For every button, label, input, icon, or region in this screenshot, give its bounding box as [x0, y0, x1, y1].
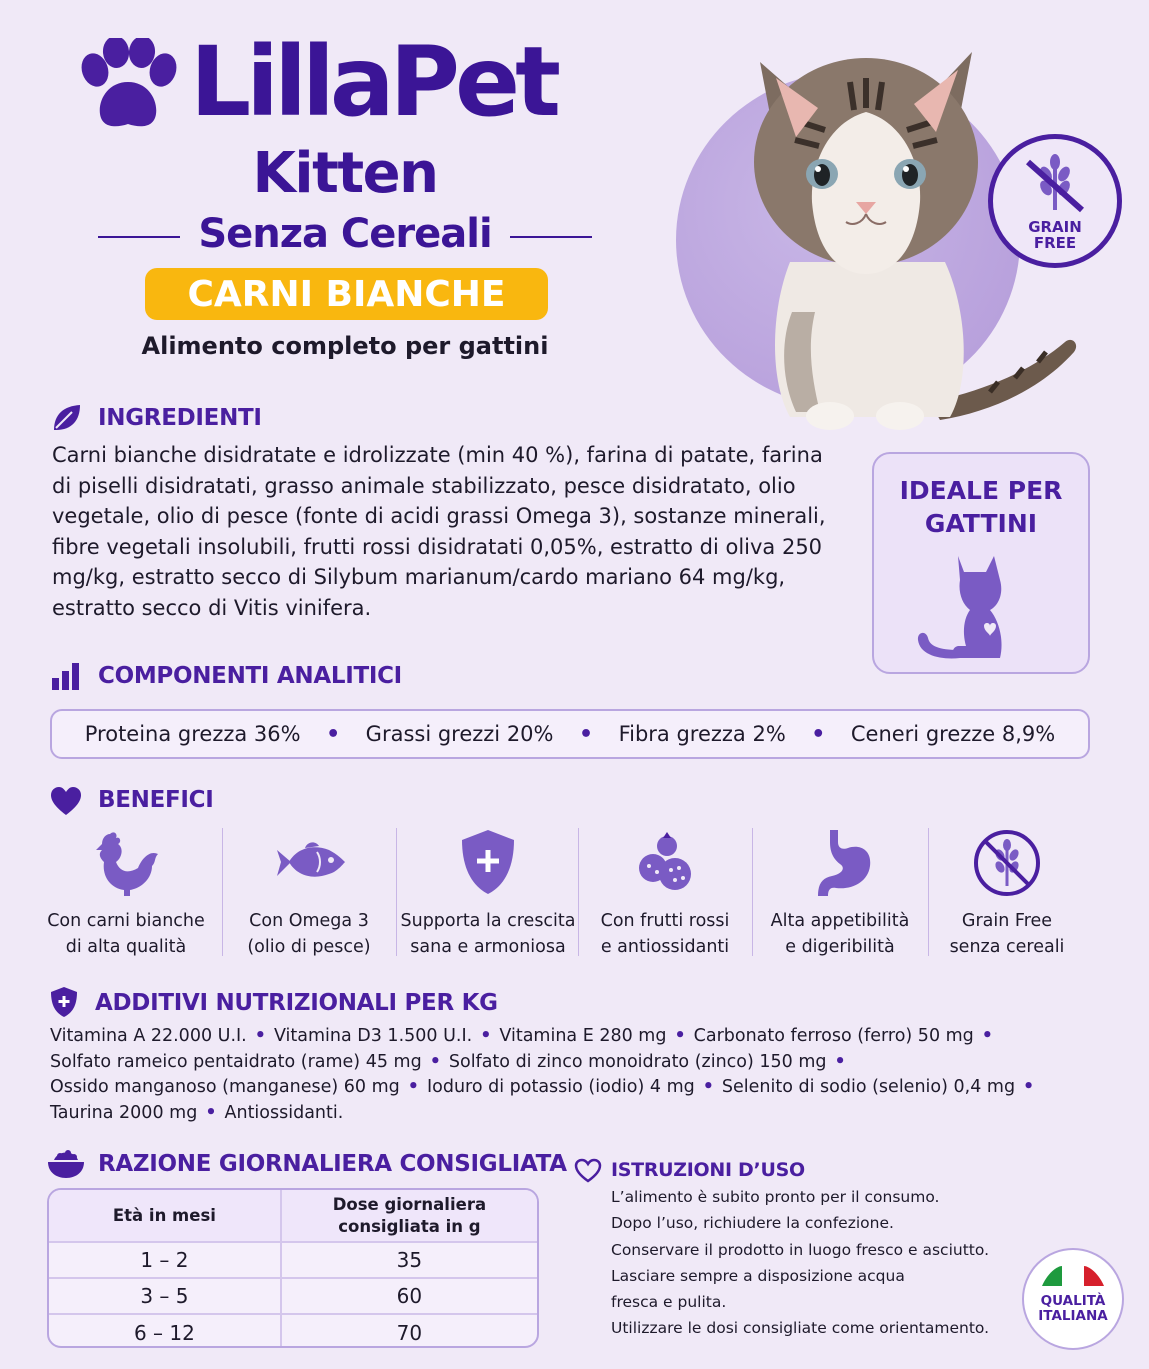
additivo: Vitamina D3 1.500 U.I.	[273, 1026, 473, 1046]
heart-icon	[50, 786, 82, 818]
additivo: Selenito di sodio (selenio) 0,4 mg	[721, 1077, 1016, 1098]
grain-free-label: GRAIN FREE	[1028, 218, 1082, 252]
beneficio-crescita	[398, 828, 578, 956]
table-row	[49, 1242, 537, 1278]
berries-icon	[629, 828, 701, 898]
additivi-title: ADDITIVI NUTRIZIONALI PER KG	[95, 990, 498, 1016]
cell-age: 1 – 2	[49, 1242, 281, 1278]
qualita-italiana-label: QUALITÀ ITALIANA	[1038, 1293, 1108, 1324]
additivo: Ossido manganoso (manganese) 60 mg	[50, 1077, 400, 1098]
product-line: Senza Cereali	[198, 211, 492, 257]
separator-dot: •	[579, 721, 594, 747]
additivo: Solfato di zinco monoidrato (zinco) 150 mg	[448, 1051, 827, 1072]
additivo: Ioduro di potassio (iodio) 4 mg	[426, 1077, 695, 1098]
razione-title: RAZIONE GIORNALIERA CONSIGLIATA	[98, 1151, 567, 1177]
paw-logo-icon	[78, 38, 178, 134]
additivo: Carbonato ferroso (ferro) 50 mg	[693, 1026, 974, 1046]
additivo: Antiossidanti.	[224, 1102, 344, 1123]
istruzioni-text	[611, 1184, 1011, 1342]
razione-table	[47, 1188, 539, 1348]
food-bowl-icon	[46, 1146, 86, 1180]
componente-ceneri: Ceneri grezze 8,9%	[850, 722, 1056, 746]
beneficio-digeribilita	[754, 828, 926, 956]
fish-icon	[273, 828, 345, 898]
bar-chart-icon	[50, 660, 82, 692]
benefit-divider	[578, 828, 579, 956]
heart-outline-icon	[574, 1158, 602, 1184]
kitten-silhouette-icon	[914, 552, 1010, 662]
table-row	[49, 1278, 537, 1314]
cell-age: 3 – 5	[49, 1278, 281, 1314]
beneficio-label: Con carni bianche di alta qualità	[47, 911, 205, 957]
benefit-divider	[396, 828, 397, 956]
componente-fibra: Fibra grezza 2%	[618, 722, 786, 746]
table-header-eta: Età in mesi	[49, 1190, 281, 1242]
leaf-icon	[50, 402, 82, 434]
beneficio-label: Con frutti rossi e antiossidanti	[600, 911, 730, 957]
brand-name: LillaPet	[190, 26, 557, 138]
beneficio-carni	[40, 828, 212, 956]
chicken-icon	[90, 828, 162, 898]
benefit-divider	[928, 828, 929, 956]
additivo: Taurina 2000 mg	[50, 1102, 198, 1123]
benefit-divider	[752, 828, 753, 956]
additivo: Vitamina E 280 mg	[499, 1026, 667, 1046]
cell-age: 6 – 12	[49, 1314, 281, 1348]
no-grain-icon	[1020, 148, 1090, 218]
separator-dot: •	[326, 721, 341, 747]
istruzione-line: L’alimento è subito pronto per il consumo.	[611, 1188, 940, 1206]
beneficio-grain-free	[930, 828, 1084, 956]
componente-proteina: Proteina grezza 36%	[84, 722, 301, 746]
istruzione-line: Lasciare sempre a disposizione acqua	[611, 1266, 905, 1285]
benefici-title: BENEFICI	[98, 787, 214, 813]
cell-dose: 70	[281, 1314, 537, 1348]
cell-dose: 60	[281, 1278, 537, 1314]
ingredienti-title: INGREDIENTI	[98, 405, 262, 431]
product-name: Kitten	[252, 141, 438, 206]
istruzioni-title: ISTRUZIONI D’USO	[611, 1159, 805, 1181]
componenti-box	[50, 709, 1090, 759]
istruzione-line: Dopo l’uso, richiudere la confezione.	[611, 1214, 894, 1233]
additivo: Vitamina A 22.000 U.I.	[50, 1026, 247, 1046]
separator-dot: •	[811, 721, 826, 747]
istruzione-line: fresca e pulita.	[611, 1293, 727, 1312]
beneficio-label: Grain Free senza cereali	[949, 911, 1065, 957]
istruzione-line: Conservare il prodotto in luogo fresco e asciutto.	[611, 1240, 989, 1259]
flavor-badge: CARNI BIANCHE	[145, 268, 548, 320]
cell-dose: 35	[281, 1242, 537, 1278]
beneficio-label: Alta appetibilità e digeribilità	[770, 911, 910, 957]
shield-icon	[452, 828, 524, 898]
beneficio-frutti	[580, 828, 750, 956]
shield-plus-icon	[48, 986, 80, 1018]
ideale-label: IDEALE PER GATTINI	[899, 476, 1063, 538]
ingredienti-text: Carni bianche disidratate e idrolizzate (min 40 %), farina di patate, farina di piselli disidratati, grasso animale stabilizzato, pesce disidratato, olio vegetale, olio di pesce (fonte di acidi grassi Omega 3), sostanze minerali, fibre vegetali insolubili, frutti rossi disidratati 0,05%, estratto di oliva 250 mg/kg, estratto secco di Silybum marianum/cardo mariano 64 mg/kg, estratto secco di Vitis vinifera.	[52, 443, 826, 620]
componente-grassi: Grassi grezzi 20%	[365, 722, 554, 746]
benefit-divider	[222, 828, 223, 956]
componenti-title: COMPONENTI ANALITICI	[98, 663, 402, 689]
additivi-text: Vitamina A 22.000 U.I. • Vitamina D3 1.500 U.I. • Vitamina E 280 mg • Carbonato ferroso (ferro) 50 mg • Solfato rameico pentaidrato (rame) 45 mg • Solfato di zinco monoidrato (zinco) 150 mg • Ossido manganoso (manganese) 60 mg • Ioduro di potassio (iodio) 4 mg • Selenito di sodio (selenio) 0,4 mg • Taurina 2000 mg • Antiossidanti.	[50, 1026, 1035, 1123]
table-header-dose: Dose giornaliera consigliata in g	[281, 1190, 537, 1242]
beneficio-omega	[224, 828, 394, 956]
istruzione-line: Utilizzare le dosi consigliate come orientamento.	[611, 1319, 990, 1338]
additivo: Solfato rameico pentaidrato (rame) 45 mg	[50, 1051, 422, 1072]
beneficio-label: Con Omega 3 (olio di pesce)	[247, 911, 371, 957]
tagline: Alimento completo per gattini	[141, 332, 549, 360]
italian-flag-icon	[1040, 1264, 1106, 1288]
no-grain-icon	[971, 828, 1043, 898]
stomach-icon	[804, 828, 876, 898]
beneficio-label: Supporta la crescita sana e armoniosa	[400, 911, 576, 957]
table-row	[49, 1314, 537, 1348]
